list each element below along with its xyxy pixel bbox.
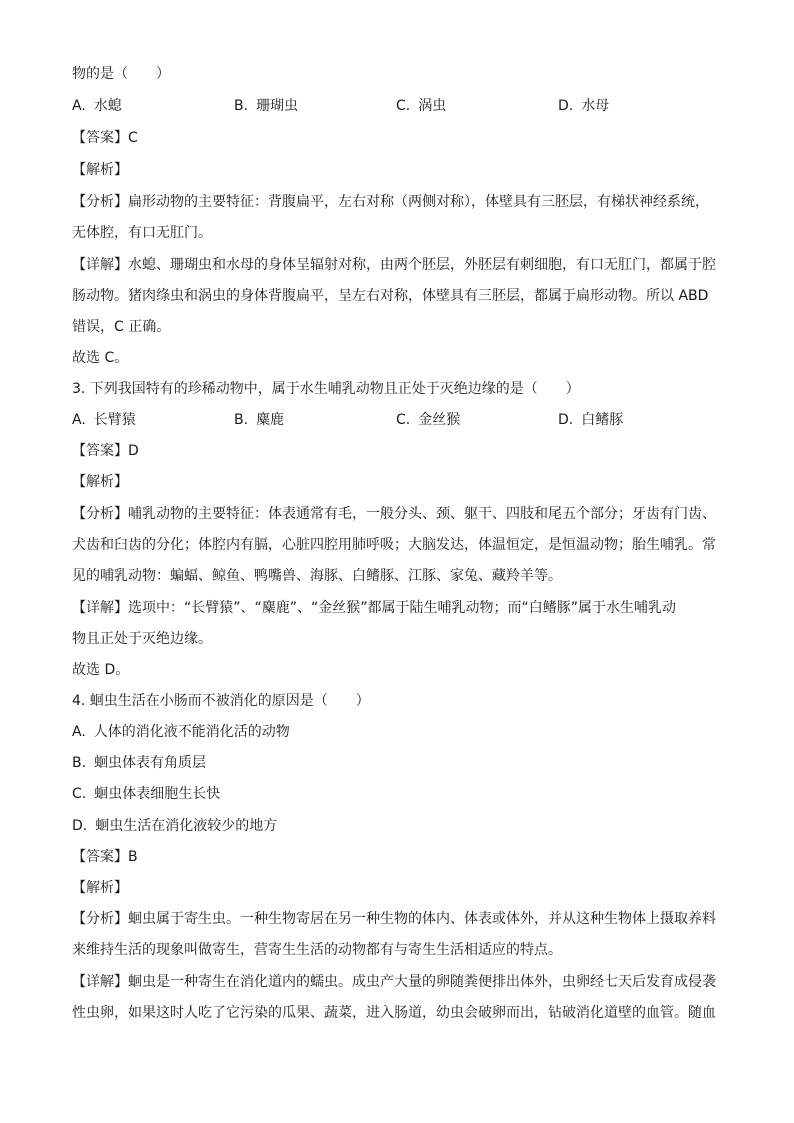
q2-conclusion: 故选 C。: [72, 350, 129, 366]
q2-options-row: [72, 96, 722, 116]
q3-stem: 3. 下列我国特有的珍稀动物中，属于水生哺乳动物且正处于灭绝边缘的是（ ）: [72, 381, 580, 397]
q3-xiangjie-line-2: 物且正处于灭绝边缘。: [72, 631, 212, 647]
q3-fenxi-line-2: 犬齿和臼齿的分化；体腔内有膈，心脏四腔用肺呼吸；大脑发达，体温恒定，是恒温动物；胎生哺乳。常: [72, 537, 716, 553]
q3-option-c: C. 金丝猴: [396, 412, 461, 428]
q3-fenxi-line-3: 见的哺乳动物：蝙蝠、鲸鱼、鸭嘴兽、海豚、白鳍豚、江豚、家兔、藏羚羊等。: [72, 568, 562, 584]
q3-options-row: [72, 410, 722, 430]
q4-answer: 【答案】B: [72, 849, 138, 865]
q4-analysis-label: 【解析】: [72, 880, 128, 896]
q4-stem: 4. 蛔虫生活在小肠而不被消化的原因是（ ）: [72, 693, 370, 709]
q2-fenxi-line-1: 【分析】扁形动物的主要特征：背腹扁平，左右对称（两侧对称），体壁具有三胚层，有梯状神经系统，: [72, 194, 709, 210]
q3-fenxi-line-1: 【分析】哺乳动物的主要特征：体表通常有毛，一般分头、颈、躯干、四肢和尾五个部分；牙齿有门齿、: [72, 506, 716, 522]
q2-answer: 【答案】C: [72, 130, 138, 146]
q4-fenxi-line-2: 来维持生活的现象叫做寄生，营寄生生活的动物都有与寄生生活相适应的特点。: [72, 942, 562, 958]
q4-option-d: D. 蛔虫生活在消化液较少的地方: [72, 818, 278, 834]
q2-option-a: A. 水螅: [72, 98, 122, 114]
q3-option-a: A. 长臂猿: [72, 412, 136, 428]
q2-option-d: D. 水母: [558, 98, 610, 114]
q3-answer: 【答案】D: [72, 443, 139, 459]
q4-xiangjie-line-1: 【详解】蛔虫是一种寄生在消化道内的蠕虫。成虫产大量的卵随粪便排出体外，虫卵经七天后发育成侵袭: [72, 974, 716, 990]
q3-xiangjie-line-1: 【详解】选项中：“长臂猿”、“麋鹿”、“金丝猴”都属于陆生哺乳动物；而“白鳍豚”属于水生哺乳动: [72, 600, 677, 616]
q3-conclusion: 故选 D。: [72, 662, 130, 678]
q4-fenxi-line-1: 【分析】蛔虫属于寄生虫。一种生物寄居在另一种生物的体内、体表或体外，并从这种生物体上摄取养料: [72, 911, 716, 927]
q2-stem-tail: 物的是（ ）: [72, 66, 170, 82]
q2-analysis-label: 【解析】: [72, 162, 128, 178]
q4-option-b: B. 蛔虫体表有角质层: [72, 755, 207, 771]
q4-xiangjie-line-2: 性虫卵，如果这时人吃了它污染的瓜果、蔬菜，进入肠道，幼虫会破卵而出，钻破消化道壁的血管。随血: [72, 1005, 716, 1021]
q2-xiangjie-line-3: 错误，C 正确。: [72, 319, 171, 335]
q4-option-a: A. 人体的消化液不能消化活的动物: [72, 724, 290, 740]
q3-option-d: D. 白鳍豚: [558, 412, 624, 428]
q2-xiangjie-line-2: 肠动物。猪肉绦虫和涡虫的身体背腹扁平，呈左右对称，体壁具有三胚层，都属于扁形动物。所以 ABD: [72, 288, 709, 304]
q4-option-c: C. 蛔虫体表细胞生长快: [72, 786, 221, 802]
q2-option-b: B. 珊瑚虫: [234, 98, 299, 114]
q2-option-c: C. 涡虫: [396, 98, 447, 114]
q3-analysis-label: 【解析】: [72, 474, 128, 490]
q2-xiangjie-line-1: 【详解】水螅、珊瑚虫和水母的身体呈辐射对称，由两个胚层，外胚层有刺细胞，有口无肛门，都属于腔: [72, 257, 716, 273]
q2-fenxi-line-2: 无体腔，有口无肛门。: [72, 225, 212, 241]
q3-option-b: B. 麋鹿: [234, 412, 285, 428]
